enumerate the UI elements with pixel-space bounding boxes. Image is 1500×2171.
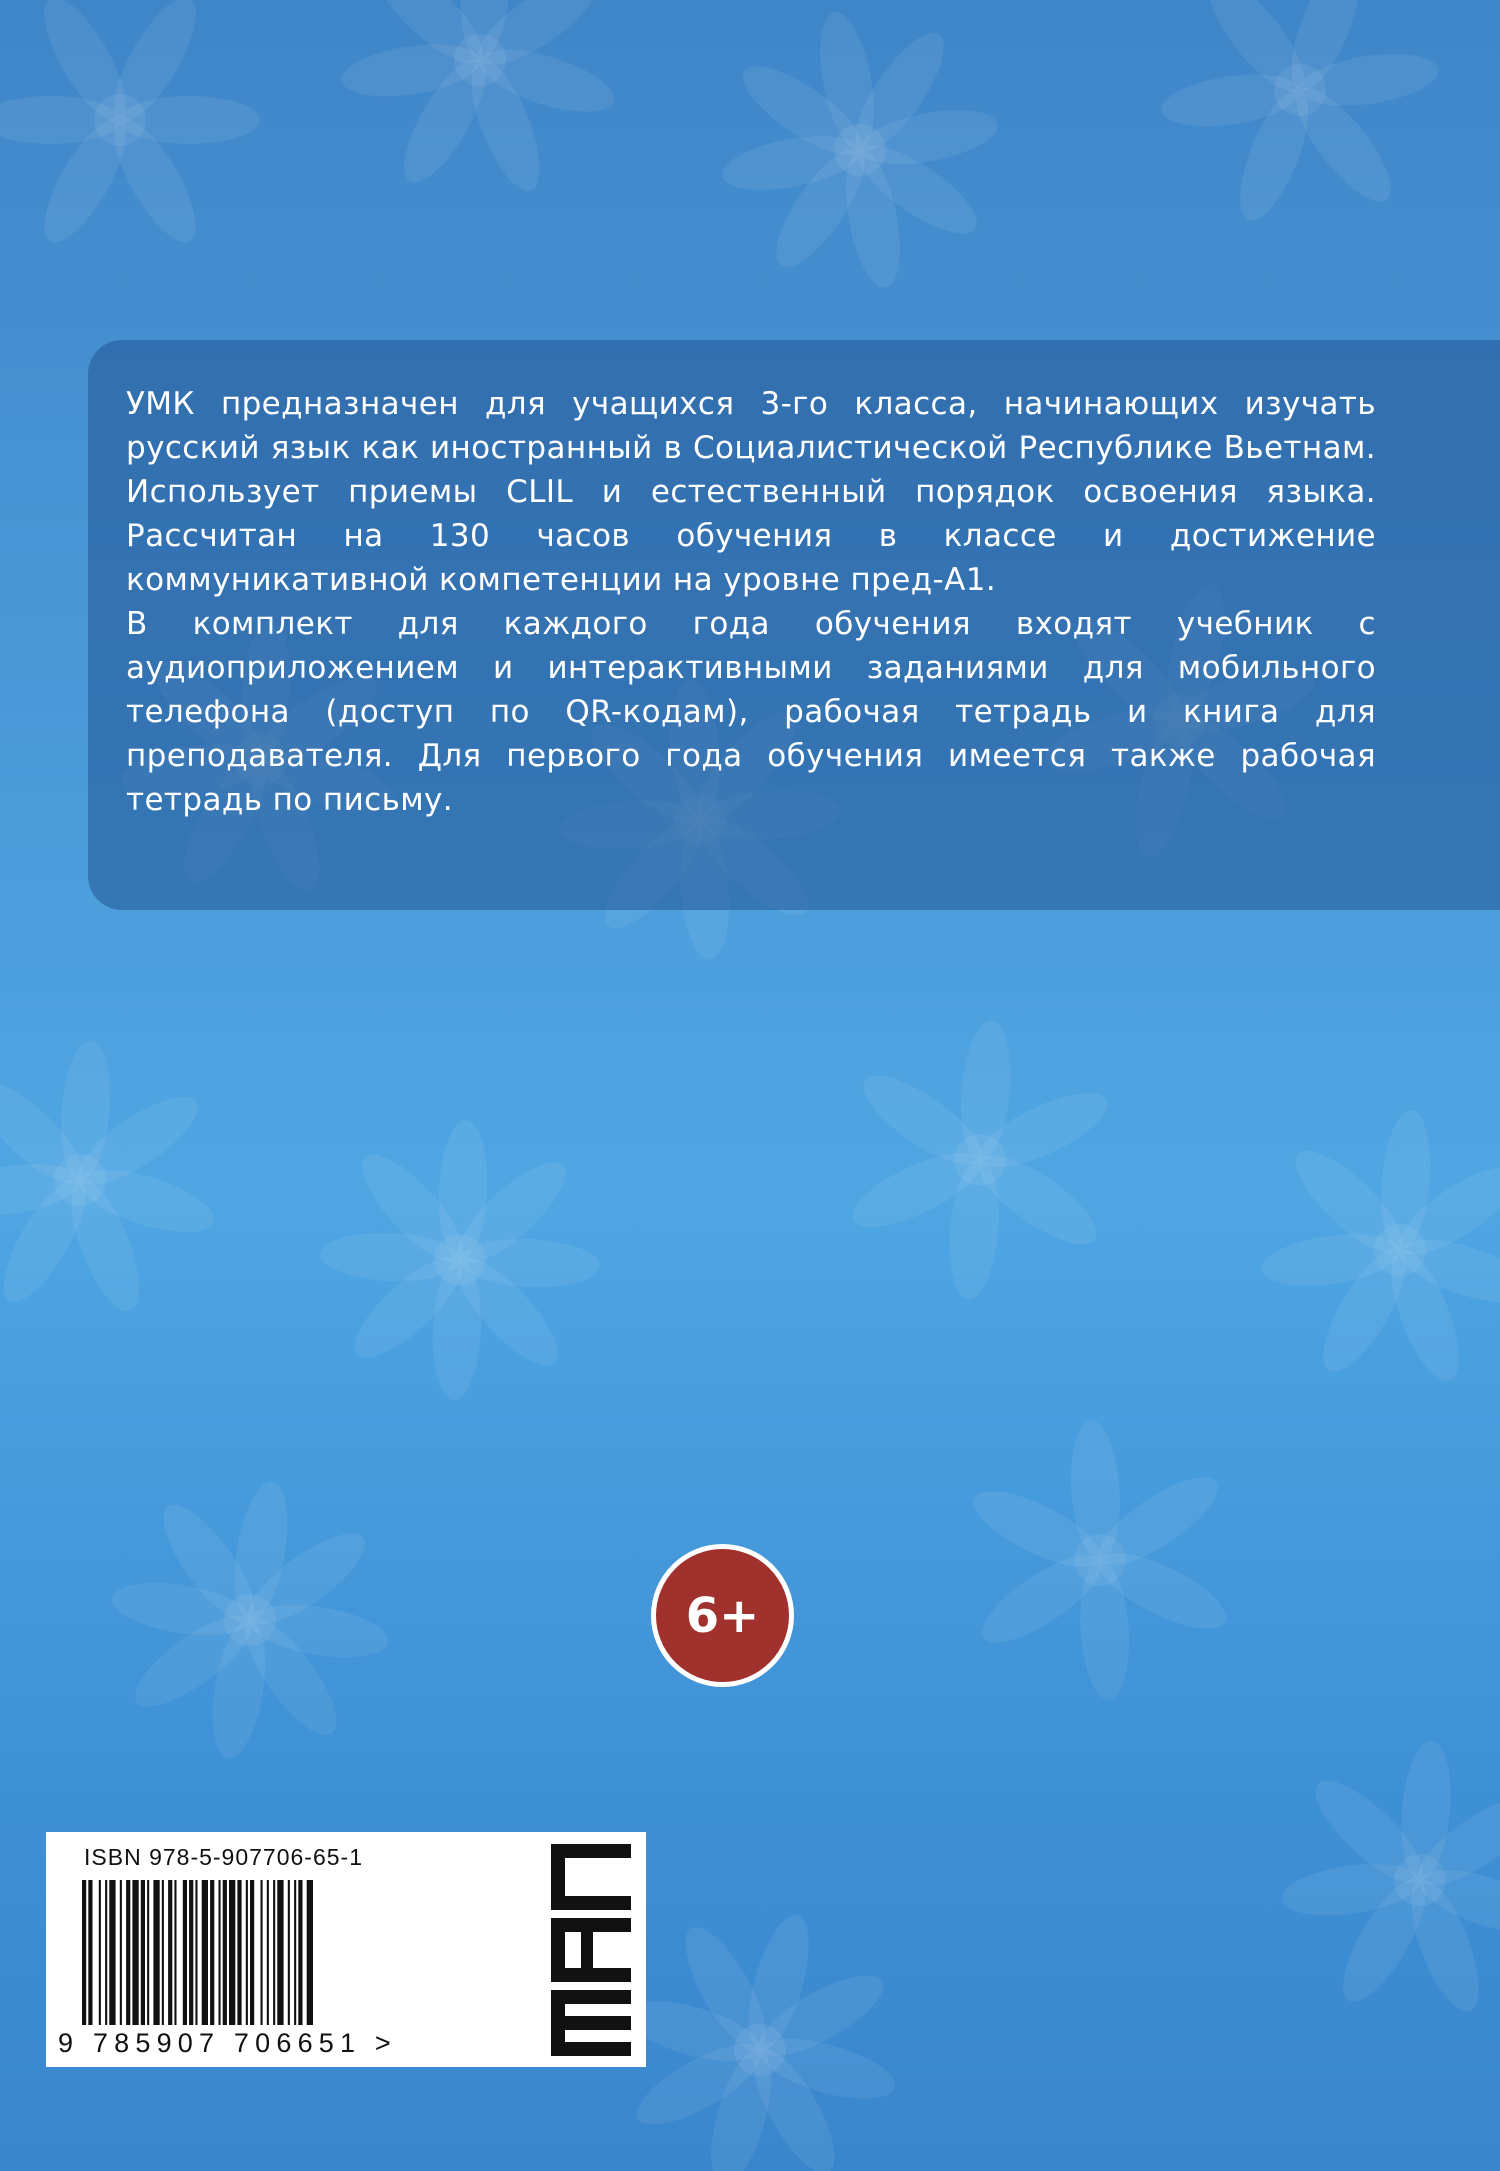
barcode-bar — [210, 1880, 214, 2025]
barcode-bar — [246, 1880, 248, 2025]
ornament-center — [954, 1134, 1006, 1186]
barcode-bar — [250, 1880, 254, 2025]
barcode-digits: 9 785907 706651 > — [58, 2028, 397, 2058]
barcode-block — [46, 1832, 646, 2067]
barcode-bar — [141, 1880, 145, 2025]
isbn-label: ISBN 978-5-907706-65-1 — [84, 1844, 363, 1870]
barcode-bar — [99, 1880, 101, 2025]
ornament-center — [734, 2024, 786, 2076]
ornament-center — [54, 1154, 106, 1206]
description-paragraph-2: В комплект для каждого года обучения входят учебник с аудиоприложением и интерактивными заданиями для мобильного телефона (доступ по QR-кодам), рабочая тетрадь и книга для преподавателя. Для первого года обучения имеется также рабочая тетрадь по письму. — [126, 606, 1376, 818]
ornament-center — [1374, 1224, 1426, 1276]
barcode-bar — [195, 1880, 197, 2025]
barcode-bar — [267, 1880, 269, 2025]
barcode-bar — [273, 1880, 275, 2025]
ornament-center — [454, 34, 506, 86]
barcode-bar — [277, 1880, 283, 2025]
barcode-bar — [288, 1880, 290, 2025]
barcode-bar — [307, 1880, 313, 2025]
ornament-center — [1074, 1534, 1126, 1586]
barcode-bar — [202, 1880, 208, 2025]
barcode-bar — [261, 1880, 263, 2025]
ornament-center — [224, 1594, 276, 1646]
ornament-center — [834, 124, 886, 176]
barcode-bar — [109, 1880, 115, 2025]
barcode-bar — [168, 1880, 172, 2025]
barcode-bar — [219, 1880, 221, 2025]
barcode-bar — [147, 1880, 149, 2025]
ornament-center — [434, 1234, 486, 1286]
description-paragraph-1: УМК предназначен для учащихся 3-го класса, начинающих изучать русский язык как иностранный в Социалистической Республике Вьетнам. Использует приемы CLIL и естественный порядок освоения языка. Рассчитан на 130 часов обучения в классе и достижение коммуникативной компетенции на уровне пред-А1. — [126, 386, 1376, 598]
barcode-bar — [237, 1880, 241, 2025]
ornament-center — [1274, 64, 1326, 116]
barcode-bar — [223, 1880, 227, 2025]
barcode-bar — [105, 1880, 107, 2025]
barcode-bar — [183, 1880, 187, 2025]
barcode-bar — [153, 1880, 159, 2025]
description-panel — [88, 340, 1500, 910]
barcode-bar — [120, 1880, 122, 2025]
barcode-bar — [132, 1880, 138, 2025]
barcode-bar — [88, 1880, 92, 2025]
age-rating-badge: 6+ — [651, 1544, 794, 1687]
ornament-center — [94, 94, 146, 146]
barcode-bar — [162, 1880, 164, 2025]
barcode-bar — [298, 1880, 302, 2025]
barcode-bar — [126, 1880, 130, 2025]
barcode-bar — [294, 1880, 296, 2025]
barcode-bar — [174, 1880, 176, 2025]
barcode-bar — [82, 1880, 86, 2025]
barcode-bar — [229, 1880, 235, 2025]
eac-certification-mark — [551, 1844, 631, 2056]
ornament-center — [1394, 1854, 1446, 1906]
barcode — [82, 1880, 502, 2030]
barcode-bar — [189, 1880, 193, 2025]
